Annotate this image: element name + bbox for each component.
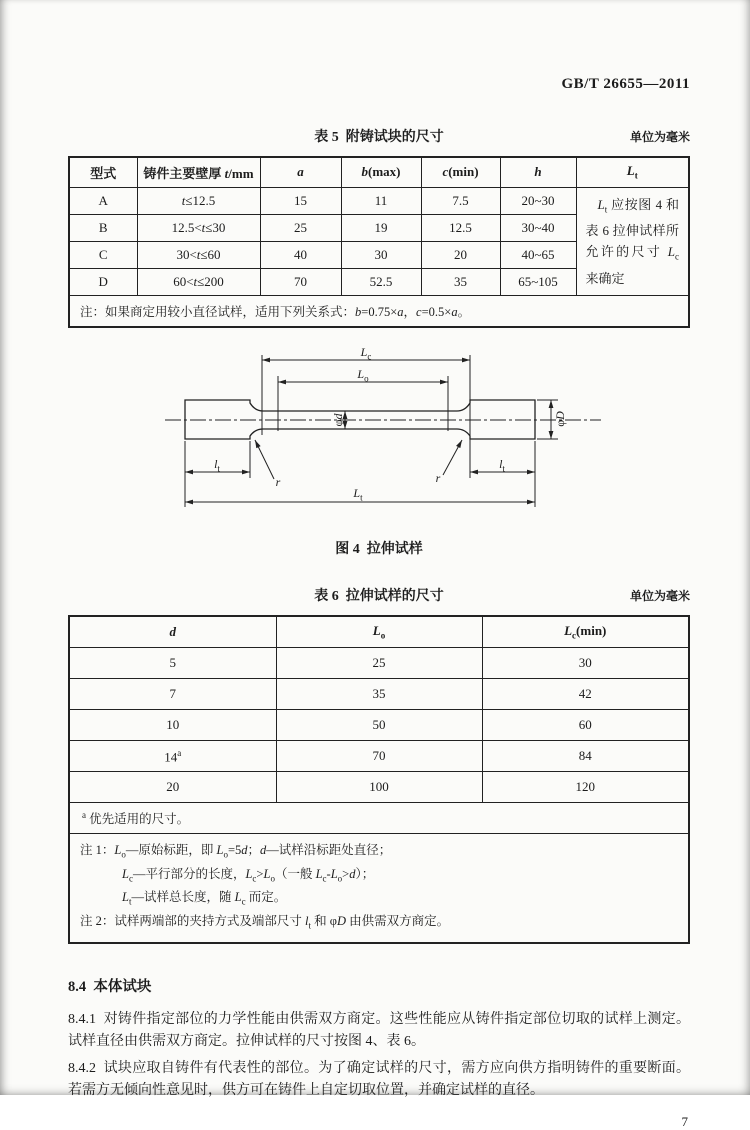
paragraph-8-4-2: 8.4.2 试块应取自铸件有代表性的部位。为了确定试样的尺寸，需方应向供方指明铸件的重要断面。若需方无倾向性意见时，供方可在铸件上自定切取位置，并确定试样的直径。 <box>68 1061 690 1099</box>
table-row <box>69 679 689 710</box>
cell: 15 <box>260 187 341 214</box>
table6-note1-line2: $L_c—$平行部分的长度，$L_c>L_o$（一般 $L_c-L_o>d$）； <box>122 866 375 884</box>
dim-label-lt-right: $l_t$ <box>499 456 505 474</box>
table6-header-lo: $L_o$ <box>276 616 482 648</box>
cell: 12.5 <box>421 214 500 241</box>
dim-label-phi-d: φd <box>331 413 345 427</box>
cell: 50 <box>276 710 482 741</box>
cell: 7 <box>69 679 276 710</box>
table6-note1-line1: 注 1：$L_o—$原始标距，即 $L_o=5d$；d—试样沿标距处直径； <box>80 843 392 860</box>
paragraph-8-4-1: 8.4.1 对铸件指定部位的力学性能由供需双方商定。这些性能应从铸件指定部位切取的试样上测定。试样直径由供需双方商定。拉伸试样的尺寸按图 4、表 6。 <box>68 1012 690 1050</box>
cell: 20 <box>69 772 276 803</box>
table5-title-row <box>68 126 690 143</box>
cell: 25 <box>276 648 482 679</box>
table6-note1-line3: $L_t—$试样总长度，随 $L_c$ 而定。 <box>122 890 287 907</box>
cell: 35 <box>421 268 500 295</box>
table-row <box>69 710 689 741</box>
table6-header-lc: $L_c(\min)$ <box>482 616 689 648</box>
table6-note2: 注 2：试样两端部的夹持方式及端部尺寸 $l_t$ 和 φD 由供需双方商定。 <box>80 913 450 931</box>
table5-header-thickness: 铸件主要壁厚 t/mm <box>137 157 260 187</box>
dim-label-lt-total: $L_t$ <box>353 485 363 503</box>
cell: 7.5 <box>421 187 500 214</box>
table-row <box>69 741 689 772</box>
cell: A <box>69 187 137 214</box>
table5-unit-note: 单位为毫米 <box>629 130 690 144</box>
cell: 30 <box>482 648 689 679</box>
dim-label-lc: $L_c$ <box>360 344 372 362</box>
cell: 12.5<t≤30 <box>137 214 260 241</box>
table6 <box>68 615 690 945</box>
cell: 40~65 <box>500 241 576 268</box>
cell: 30 <box>341 241 421 268</box>
cell: 5 <box>69 648 276 679</box>
cell: 70 <box>260 268 341 295</box>
cell: 40 <box>260 241 341 268</box>
page-number: 7 <box>681 1114 688 1130</box>
cell: 20~30 <box>500 187 576 214</box>
page-content <box>68 0 690 1130</box>
section-heading: 8.4 本体试块 <box>68 979 152 996</box>
dim-label-lo: $L_o$ <box>357 366 369 384</box>
cell: 100 <box>276 772 482 803</box>
cell: 84 <box>482 741 689 772</box>
table6-header-row <box>69 616 689 648</box>
table5-note: 注：如果商定用较小直径试样，适用下列关系式：b=0.75×a，c=0.5×a。 <box>69 295 689 327</box>
table5 <box>68 156 690 328</box>
table6-notes-row <box>69 834 689 944</box>
table-row <box>69 187 689 214</box>
table5-title: 表 5 附铸试块的尺寸 <box>314 130 444 145</box>
cell: 10 <box>69 710 276 741</box>
table5-header-lt: $L_t$ <box>576 157 689 187</box>
cell: 52.5 <box>341 268 421 295</box>
cell: B <box>69 214 137 241</box>
table6-title: 表 6 拉伸试样的尺寸 <box>314 588 444 604</box>
dim-label-lt-left: $l_t$ <box>214 456 220 474</box>
cell: 14$^a$ <box>69 741 276 772</box>
table5-header-type: 型式 <box>69 157 137 187</box>
table6-footnote: $^a$ 优先适用的尺寸。 <box>69 803 689 834</box>
cell: 30<t≤60 <box>137 241 260 268</box>
table6-unit-note: 单位为毫米 <box>629 588 690 603</box>
dim-label-phi-D: φD <box>553 410 567 427</box>
figure4-caption: 图 4 拉伸试样 <box>335 541 423 557</box>
table5-header-b: b(max) <box>341 157 421 187</box>
cell: 35 <box>276 679 482 710</box>
cell: C <box>69 241 137 268</box>
cell: 20 <box>421 241 500 268</box>
cell: 70 <box>276 741 482 772</box>
cell: 42 <box>482 679 689 710</box>
table5-header-a: a <box>260 157 341 187</box>
table6-notes <box>69 834 689 944</box>
cell: 60<t≤200 <box>137 268 260 295</box>
dim-label-r-left: r <box>275 474 281 489</box>
table-row <box>69 772 689 803</box>
table5-header-h: h <box>500 157 576 187</box>
cell: D <box>69 268 137 295</box>
table6-header-d: d <box>69 616 276 648</box>
table5-header-row <box>69 157 689 187</box>
cell: 25 <box>260 214 341 241</box>
standard-code: GB/T 26655—2011 <box>561 76 690 92</box>
cell: 11 <box>341 187 421 214</box>
dim-label-r-right: r <box>435 470 441 485</box>
table5-note-row <box>69 295 689 327</box>
specimen-drawing-geometry <box>158 345 608 522</box>
figure4-drawing <box>68 345 690 522</box>
table-row <box>69 648 689 679</box>
cell: t≤12.5 <box>137 187 260 214</box>
table5-lt-note-cell: $L_t$ 应按图 4 和表 6 拉伸试样所允许的尺寸 $L_c$ 来确定 <box>576 187 689 295</box>
cell: 19 <box>341 214 421 241</box>
cell: 60 <box>482 710 689 741</box>
table6-title-row <box>68 585 690 602</box>
table6-footnote-row <box>69 803 689 834</box>
cell: 65~105 <box>500 268 576 295</box>
cell: 120 <box>482 772 689 803</box>
cell: 30~40 <box>500 214 576 241</box>
table5-header-c: c(min) <box>421 157 500 187</box>
